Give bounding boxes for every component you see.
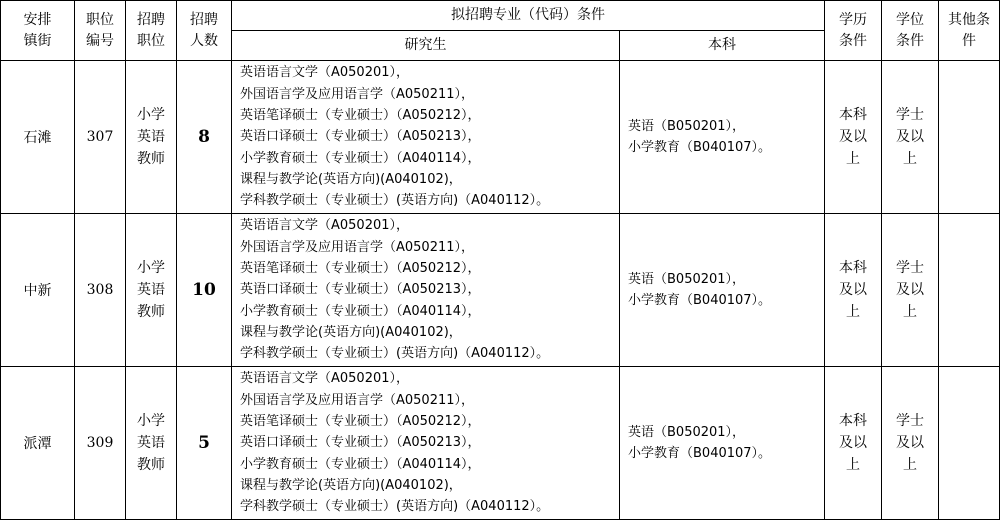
town-cell: 派潭 [1, 367, 75, 520]
table-row [1, 214, 1000, 367]
position-code-cell: 308 [75, 214, 126, 367]
education-cell: 本科 及以 上 [825, 214, 882, 367]
position-code-cell: 307 [75, 61, 126, 214]
header-degree: 学位 条件 [882, 1, 939, 61]
header-position-code: 职位 编号 [75, 1, 126, 61]
degree-cell: 学士 及以 上 [882, 367, 939, 520]
other-cell [939, 367, 1000, 520]
header-position-name: 招聘 职位 [126, 1, 177, 61]
position-code-cell: 309 [75, 367, 126, 520]
header-education: 学历 条件 [825, 1, 882, 61]
table-row [1, 367, 1000, 520]
education-cell: 本科 及以 上 [825, 367, 882, 520]
position-name-cell: 小学 英语 教师 [126, 61, 177, 214]
undergraduate-majors-cell: 英语（B050201）， 小学教育（B040107）。 [620, 61, 825, 214]
other-cell [939, 61, 1000, 214]
undergraduate-majors-cell: 英语（B050201）， 小学教育（B040107）。 [620, 367, 825, 520]
degree-cell: 学士 及以 上 [882, 61, 939, 214]
count-cell: 8 [177, 61, 232, 214]
count-cell: 10 [177, 214, 232, 367]
position-name-cell: 小学 英语 教师 [126, 214, 177, 367]
graduate-majors-cell: 英语语言文学（A050201）， 外国语言学及应用语言学（A050211）， 英语笔译硕士（专业硕士）（A050212）， 英语口译硕士（专业硕士）（A050213）， 小学教育硕士（专业硕士）（A040114）， 课程与教学论(英语方向)(A040102)， 学科教学硕士（专业硕士）(英语方向)（A040112）。 [232, 367, 620, 520]
table-row [1, 61, 1000, 214]
header-count: 招聘 人数 [177, 1, 232, 61]
graduate-majors-cell: 英语语言文学（A050201）， 外国语言学及应用语言学（A050211）， 英语笔译硕士（专业硕士）（A050212）， 英语口译硕士（专业硕士）（A050213）， 小学教育硕士（专业硕士）（A040114）， 课程与教学论(英语方向)(A040102)， 学科教学硕士（专业硕士）(英语方向)（A040112）。 [232, 214, 620, 367]
graduate-majors-cell: 英语语言文学（A050201）， 外国语言学及应用语言学（A050211）， 英语笔译硕士（专业硕士）（A050212）， 英语口译硕士（专业硕士）（A050213）， 小学教育硕士（专业硕士）（A040114）， 课程与教学论(英语方向)(A040102)， 学科教学硕士（专业硕士）(英语方向)（A040112）。 [232, 61, 620, 214]
header-majors-title: 拟招聘专业（代码）条件 [232, 1, 825, 31]
town-cell: 石滩 [1, 61, 75, 214]
town-cell: 中新 [1, 214, 75, 367]
header-other: 其他条 件 [939, 1, 1000, 61]
position-name-cell: 小学 英语 教师 [126, 367, 177, 520]
degree-cell: 学士 及以 上 [882, 214, 939, 367]
header-town: 安排 镇街 [1, 1, 75, 61]
count-cell: 5 [177, 367, 232, 520]
education-cell: 本科 及以 上 [825, 61, 882, 214]
undergraduate-majors-cell: 英语（B050201）， 小学教育（B040107）。 [620, 214, 825, 367]
other-cell [939, 214, 1000, 367]
header-undergraduate: 本科 [620, 31, 825, 61]
header-graduate: 研究生 [232, 31, 620, 61]
